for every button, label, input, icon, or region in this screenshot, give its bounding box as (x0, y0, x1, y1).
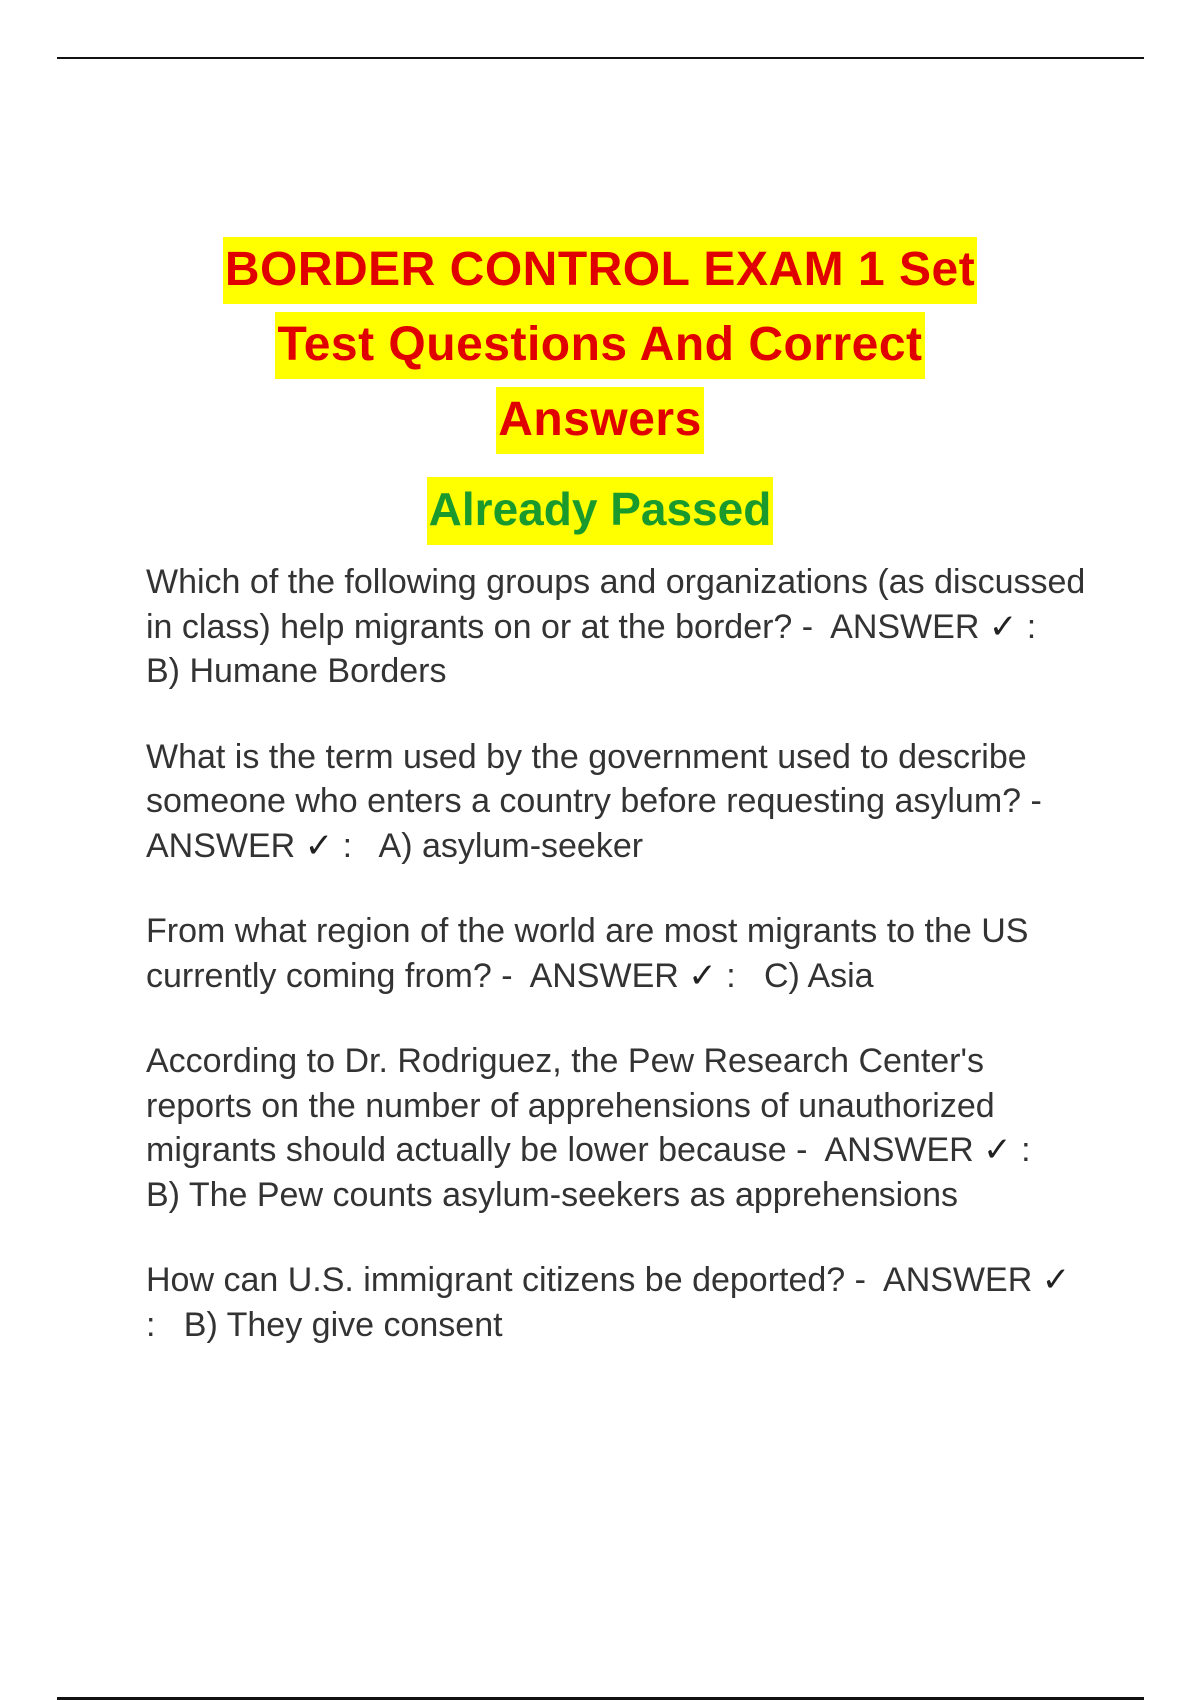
answer-label: ANSWER (529, 956, 679, 995)
answer-text: B) The Pew counts asylum-seekers as apprehensions (146, 1175, 958, 1214)
qa-item: What is the term used by the government used to describe someone who enters a country before requesting asylum? - ANSWER ✓ : A) asylum-seeker (146, 737, 1052, 865)
title-line-1: BORDER CONTROL EXAM 1 Set (0, 232, 1200, 307)
title-line-3: Answers (0, 382, 1200, 457)
question-text: Which of the following groups and organizations (as discussed in class) help migrants on or at the border? (146, 563, 1086, 646)
question-text: According to Dr. Rodriguez, the Pew Research Center's reports on the number of apprehensions of unauthorized migrants should actually be lower because (146, 1042, 995, 1169)
answer-label: ANSWER (830, 607, 980, 646)
answer-label: ANSWER (883, 1261, 1033, 1299)
qa-list (146, 560, 1086, 1388)
qa-item: Which of the following groups and organizations (as discussed in class) help migrants on or at the border? - ANSWER ✓ : B) Humane Borders (146, 563, 1086, 690)
header-rule (57, 57, 1144, 59)
answer-text: B) Humane Borders (146, 652, 447, 690)
answer-text: C) Asia (764, 956, 874, 995)
question-text: What is the term used by the government used to describe someone who enters a country before requesting asylum? (146, 737, 1027, 820)
answer-label: ANSWER (146, 826, 296, 865)
title-line-2: Test Questions And Correct (0, 307, 1200, 382)
question-text: How can U.S. immigrant citizens be deported? (146, 1261, 846, 1299)
qa-item: How can U.S. immigrant citizens be deported? - ANSWER ✓ : B) They give consent (146, 1261, 1071, 1344)
check-icon: ✓ (983, 1131, 1012, 1169)
answer-text: B) They give consent (183, 1305, 503, 1344)
answer-label: ANSWER (824, 1131, 974, 1169)
question-text: From what region of the world are most migrants to the US currently coming from? (146, 912, 1029, 995)
document-title (0, 232, 1200, 457)
answer-text: A) asylum-seeker (378, 826, 644, 865)
check-icon: ✓ (1041, 1261, 1071, 1299)
document-subtitle: Already Passed (0, 474, 1200, 544)
check-icon: ✓ (688, 956, 717, 995)
check-icon: ✓ (304, 826, 334, 865)
check-icon: ✓ (988, 607, 1018, 646)
qa-item: From what region of the world are most migrants to the US currently coming from? - ANSWER ✓ : C) Asia (146, 912, 1029, 995)
qa-item: According to Dr. Rodriguez, the Pew Research Center's reports on the number of apprehensions of unauthorized migrants should actually be lower because - ANSWER ✓ : B) The Pew counts asylum-seekers as apprehensions (146, 1042, 1050, 1214)
